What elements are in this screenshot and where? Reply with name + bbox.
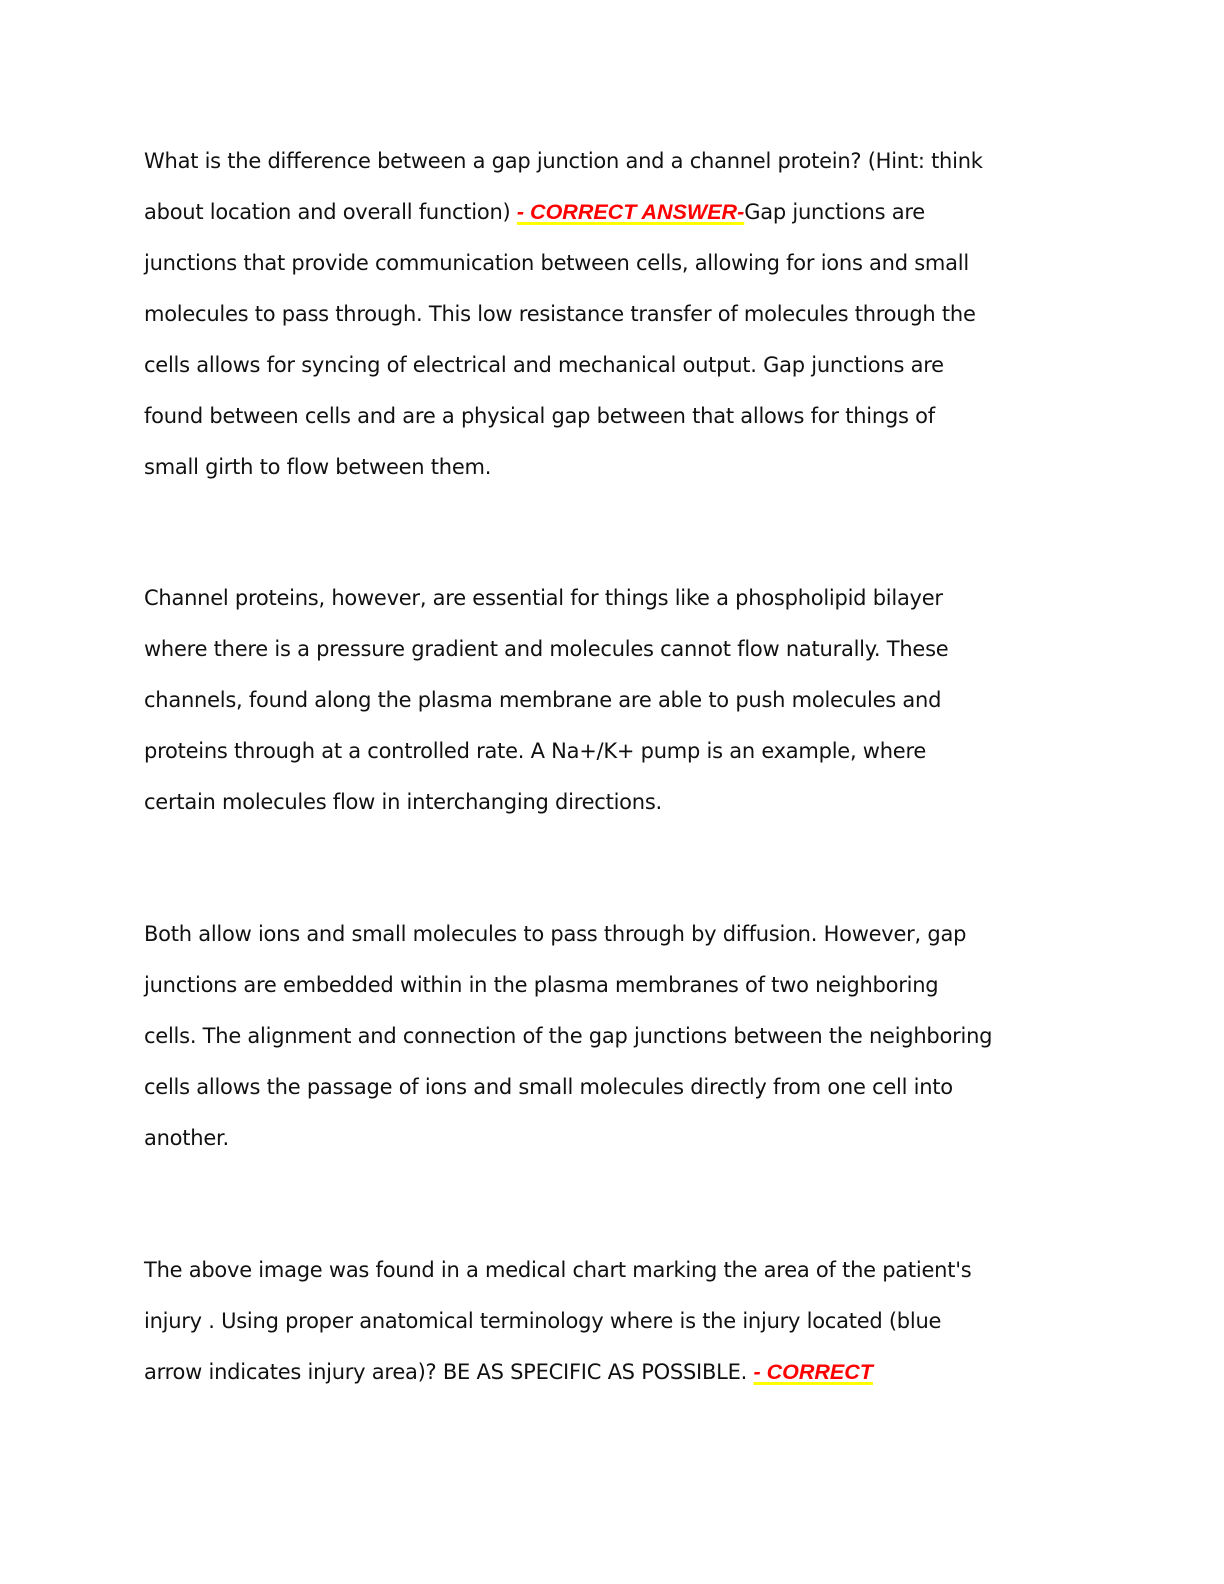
text-line: cells allows for syncing of electrical and mechanical output. Gap junctions are <box>144 353 944 377</box>
text-line: channels, found along the plasma membrane are able to push molecules and <box>144 688 942 712</box>
text-line <box>144 187 1084 238</box>
text-line: where there is a pressure gradient and molecules cannot flow naturally. These <box>144 637 949 661</box>
text-line: found between cells and are a physical gap between that allows for things of <box>144 404 935 428</box>
text-line: cells. The alignment and connection of the gap junctions between the neighboring <box>144 1024 993 1048</box>
text-segment: Gap junctions are <box>744 200 925 224</box>
correct-answer-tag: - CORRECT ANSWER- <box>516 200 745 224</box>
paragraph-gap-junction-question <box>144 136 1084 493</box>
text-line: small girth to flow between them. <box>144 455 492 479</box>
text-line: proteins through at a controlled rate. A Na+/K+ pump is an example, where <box>144 739 927 763</box>
text-line: molecules to pass through. This low resistance transfer of molecules through the <box>144 302 976 326</box>
paragraph-comparison <box>144 909 1084 1164</box>
text-line: cells allows the passage of ions and small molecules directly from one cell into <box>144 1075 953 1099</box>
text-line: another. <box>144 1126 229 1150</box>
text-line: Both allow ions and small molecules to pass through by diffusion. However, gap <box>144 922 967 946</box>
text-line: junctions that provide communication between cells, allowing for ions and small <box>144 251 969 275</box>
text-line: What is the difference between a gap junction and a channel protein? (Hint: think <box>144 149 983 173</box>
paragraph-channel-proteins <box>144 573 1084 828</box>
text-segment: about location and overall function) <box>144 200 517 224</box>
correct-answer-tag: - CORRECT <box>753 1360 873 1384</box>
text-segment: arrow indicates injury area)? BE AS SPECIFIC AS POSSIBLE. <box>144 1360 754 1384</box>
text-line: injury . Using proper anatomical terminology where is the injury located (blue <box>144 1309 942 1333</box>
text-line: Channel proteins, however, are essential for things like a phospholipid bilayer <box>144 586 943 610</box>
text-line: junctions are embedded within in the plasma membranes of two neighboring <box>144 973 939 997</box>
text-line: certain molecules flow in interchanging directions. <box>144 790 662 814</box>
paragraph-injury-question <box>144 1245 1084 1398</box>
text-line <box>144 1347 1084 1398</box>
text-line: The above image was found in a medical chart marking the area of the patient's <box>144 1258 972 1282</box>
